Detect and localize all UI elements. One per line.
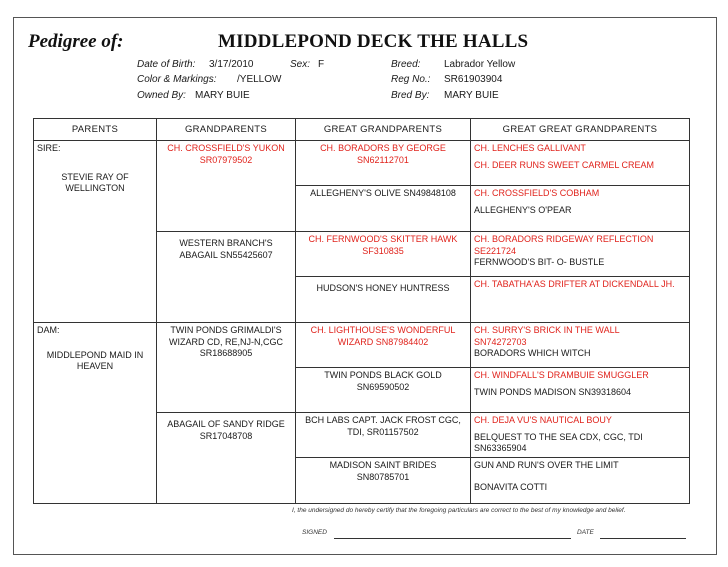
- ggg-dam: BORADORS WHICH WITCH: [474, 348, 591, 358]
- great-grandparent-name: HUDSON'S HONEY HUNTRESS: [316, 283, 450, 293]
- great-grandparent-cell-1: [296, 141, 471, 186]
- owned-label: Owned By:: [137, 90, 186, 101]
- grandparent-reg: SR18688905: [199, 348, 253, 358]
- ggg-cell-1: [471, 141, 690, 186]
- ggg-dam: FERNWOOD'S BIT- O- BUSTLE: [474, 257, 605, 267]
- great-grandparent-cell-4: [296, 277, 471, 323]
- dog-name-title: MIDDLEPOND DECK THE HALLS: [218, 31, 529, 52]
- sex-label: Sex:: [290, 59, 311, 70]
- dob-value: 3/17/2010: [209, 59, 254, 70]
- date-line[interactable]: [600, 538, 686, 539]
- certification-text: I, the undersigned do hereby certify that the foregoing particulars are correct to the best of my knowledge and belief.: [292, 507, 626, 514]
- color-value: /YELLOW: [237, 74, 282, 85]
- grandparent-reg: SR07979502: [199, 154, 253, 165]
- great-grandparent-name: CH. BORADORS BY GEORGE: [320, 143, 446, 153]
- great-grandparent-name: TWIN PONDS BLACK GOLD: [324, 370, 442, 380]
- dob-field: [137, 59, 195, 70]
- ggg-dam: ALLEGHENY'S O'PEAR: [474, 204, 572, 215]
- ggg-cell-6: [471, 368, 690, 413]
- sex-value: F: [318, 59, 325, 70]
- reg-label: Reg No.:: [391, 74, 431, 85]
- ggg-sire: CH. WINDFALL'S DRAMBUIE SMUGGLER: [474, 370, 649, 380]
- col-header-great-great-grandparents: GREAT GREAT GRANDPARENTS: [471, 119, 690, 141]
- dam-label: DAM:: [37, 325, 60, 335]
- dam-name: MIDDLEPOND MAID IN HEAVEN: [46, 349, 144, 371]
- ggg-dam: TWIN PONDS MADISON SN39318604: [474, 386, 632, 397]
- ggg-dam: BELQUEST TO THE SEA CDX, CGC, TDI: [474, 431, 643, 442]
- grandparent-name: ABAGAIL OF SANDY RIDGE: [167, 419, 285, 429]
- ggg-sire: GUN AND RUN'S OVER THE LIMIT: [474, 460, 619, 470]
- col-header-great-grandparents: GREAT GRANDPARENTS: [296, 119, 471, 141]
- ggg-sire: CH. DEJA VU'S NAUTICAL BOUY: [474, 415, 612, 425]
- col-header-parents: PARENTS: [34, 119, 157, 141]
- great-grandparent-name: CH. FERNWOOD'S SKITTER HAWK: [308, 234, 458, 244]
- ggg-sire: CH. TABATHA'AS DRIFTER AT DICKENDALL JH.: [474, 279, 675, 289]
- sire-name: STEVIE RAY OF WELLINGTON: [61, 171, 129, 193]
- great-grandparent-cell-2: [296, 186, 471, 232]
- ggg-sire-reg: SN74272703: [474, 336, 527, 347]
- breed-label: Breed:: [391, 59, 421, 70]
- great-grandparent-cell-5: [296, 323, 471, 368]
- bred-label: Bred By:: [391, 90, 430, 101]
- signature-line[interactable]: [334, 538, 571, 539]
- great-grandparent-name: CH. LIGHTHOUSE'S WONDERFUL WIZARD SN87984402: [310, 325, 456, 347]
- dam-cell: [34, 323, 157, 504]
- great-grandparent-name: MADISON SAINT BRIDES: [329, 460, 437, 470]
- great-grandparent-reg: SN80785701: [356, 471, 410, 482]
- great-grandparent-reg: SF310835: [362, 245, 404, 256]
- grandparent-name: WESTERN BRANCH'S ABAGAIL SN55425607: [179, 238, 273, 260]
- ggg-sire: CH. SURRY'S BRICK IN THE WALL: [474, 325, 620, 335]
- reg-value: SR61903904: [444, 74, 503, 85]
- color-label: Color & Markings:: [137, 74, 217, 85]
- ggg-cell-3: [471, 232, 690, 277]
- grandparent-cell-2: [157, 232, 296, 323]
- ggg-sire: CH. BORADORS RIDGEWAY REFLECTION: [474, 234, 654, 244]
- grandparent-name: TWIN PONDS GRIMALDI'S WIZARD CD, RE,NJ-N,CGC: [169, 325, 283, 347]
- grandparent-cell-4: [157, 413, 296, 504]
- ggg-sire: CH. CROSSFIELD'S COBHAM: [474, 188, 600, 198]
- ggg-dam: BONAVITA COTTI: [474, 481, 548, 492]
- great-grandparent-reg: SN69590502: [356, 381, 410, 392]
- dob-label: Date of Birth:: [137, 59, 196, 70]
- great-grandparent-cell-8: [296, 458, 471, 504]
- grandparent-name: CH. CROSSFIELD'S YUKON: [167, 143, 285, 153]
- pedigree-label: Pedigree of:: [28, 31, 124, 52]
- sire-cell: [34, 141, 157, 323]
- great-grandparent-name: BCH LABS CAPT. JACK FROST CGC, TDI, SR01157502: [305, 415, 461, 437]
- owned-value: MARY BUIE: [195, 90, 250, 101]
- ggg-dam: CH. DEER RUNS SWEET CARMEL CREAM: [474, 159, 655, 170]
- ggg-cell-2: [471, 186, 690, 232]
- signed-label: SIGNED: [302, 529, 327, 536]
- ggg-sire-reg: SE221724: [474, 245, 517, 256]
- great-grandparent-name: ALLEGHENY'S OLIVE SN49848108: [310, 188, 456, 198]
- ggg-cell-8: [471, 458, 690, 504]
- great-grandparent-cell-7: [296, 413, 471, 458]
- breed-value: Labrador Yellow: [444, 59, 516, 70]
- header-row: [34, 119, 690, 141]
- ggg-dam-reg: SN63365904: [474, 443, 527, 453]
- great-grandparent-reg: SN62112701: [357, 154, 409, 165]
- date-label: DATE: [577, 529, 594, 536]
- ggg-cell-4: [471, 277, 690, 323]
- sire-label: SIRE:: [37, 143, 61, 153]
- grandparent-cell-3: [157, 323, 296, 413]
- bred-value: MARY BUIE: [444, 90, 499, 101]
- ggg-cell-7: [471, 413, 690, 458]
- grandparent-cell-1: [157, 141, 296, 232]
- pedigree-table: [33, 118, 690, 504]
- grandparent-reg: SR17048708: [199, 430, 253, 441]
- col-header-grandparents: GRANDPARENTS: [157, 119, 296, 141]
- ggg-sire: CH. LENCHES GALLIVANT: [474, 143, 586, 153]
- great-grandparent-cell-3: [296, 232, 471, 277]
- ggg-cell-5: [471, 323, 690, 368]
- great-grandparent-cell-6: [296, 368, 471, 413]
